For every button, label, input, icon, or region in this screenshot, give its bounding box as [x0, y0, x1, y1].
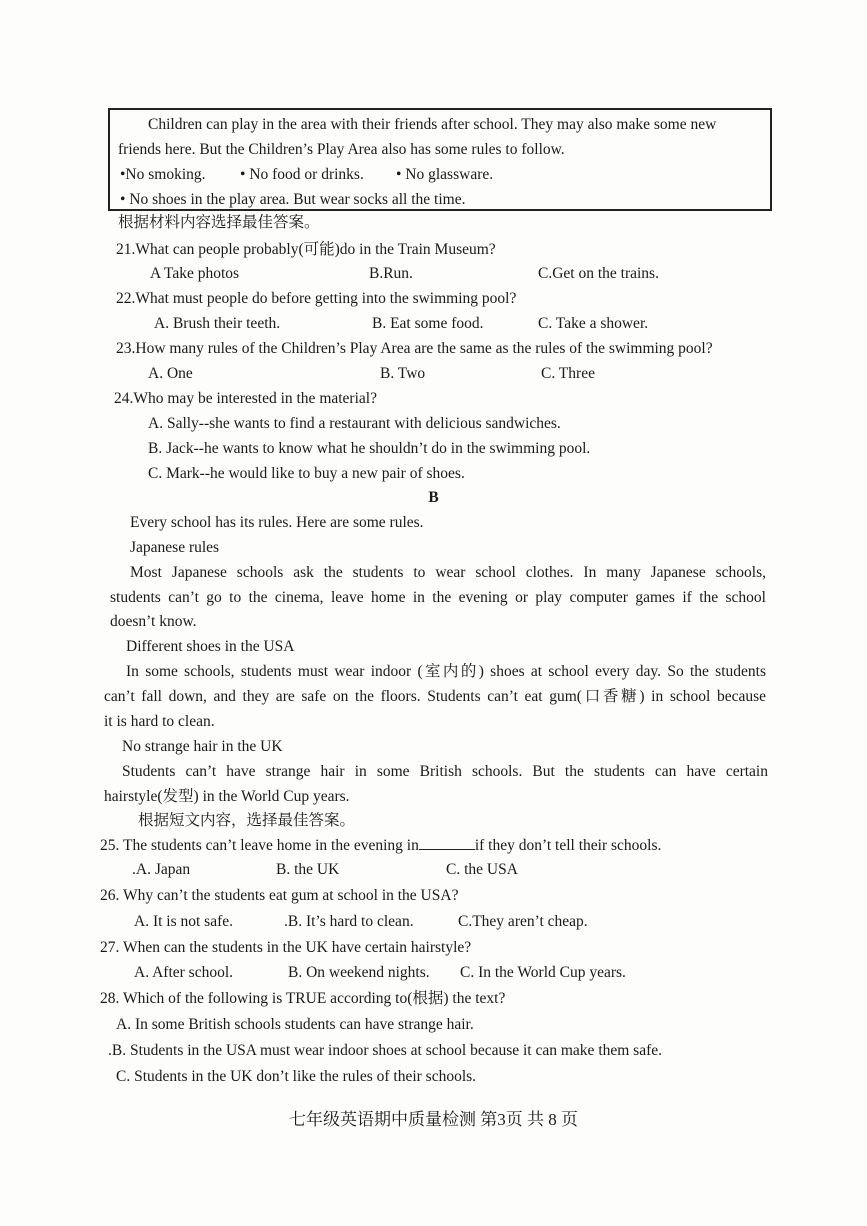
q24-option-c[interactable]: C. Mark--he would like to buy a new pair of shoes. [148, 465, 465, 482]
box-paragraph-line-2: friends here. But the Children’s Play Area also has some rules to follow. [118, 141, 565, 158]
rules-box [108, 108, 772, 211]
passage-intro: Every school has its rules. Here are some rules. [130, 514, 424, 531]
q27-stem: 27. When can the students in the UK have certain hairstyle? [100, 939, 472, 956]
box-rule-no-food: • No food or drinks. [240, 166, 364, 183]
q25-answer-blank[interactable] [419, 835, 475, 850]
box-rule-no-glassware: • No glassware. [396, 166, 494, 183]
page-footer: 七年级英语期中质量检测 第3页 共 8 页 [289, 1110, 578, 1129]
q22-option-c[interactable]: C. Take a shower. [538, 315, 649, 332]
q25-stem-part-2: if they don’t tell their schools. [474, 837, 662, 854]
q28-option-a[interactable]: A. In some British schools students can have strange hair. [116, 1016, 474, 1033]
passage-usa-line-2: can’t fall down, and they are safe on the floors. Students can’t eat gum(口香糖) in school because [104, 688, 766, 705]
q27-option-c[interactable]: C. In the World Cup years. [460, 964, 626, 981]
q28-option-b[interactable]: .B. Students in the USA must wear indoor shoes at school because it can make them safe. [108, 1042, 663, 1059]
q24-option-a[interactable]: A. Sally--she wants to find a restaurant with delicious sandwiches. [148, 415, 561, 432]
passage-uk-line-2: hairstyle(发型) in the World Cup years. [104, 788, 350, 805]
box-paragraph-line-1: Children can play in the area with their friends after school. They may also make some new [148, 116, 717, 133]
q26-option-a[interactable]: A. It is not safe. [134, 913, 234, 930]
passage-heading-uk: No strange hair in the UK [122, 738, 283, 755]
q24-option-b[interactable]: B. Jack--he wants to know what he shouldn’t do in the swimming pool. [148, 440, 591, 457]
q25-option-a[interactable]: .A. Japan [132, 861, 191, 878]
q25-stem-part-1: 25. The students can’t leave home in the evening in [100, 837, 419, 854]
q21-option-b[interactable]: B.Run. [369, 265, 413, 282]
passage-uk-line-1: Students can’t have strange hair in some British schools. But the students can have certain [122, 763, 768, 780]
passage-usa-line-3: it is hard to clean. [104, 713, 215, 730]
q22-stem: 22.What must people do before getting into the swimming pool? [116, 290, 517, 307]
q26-option-b[interactable]: .B. It’s hard to clean. [284, 913, 414, 930]
passage-usa-line-1: In some schools, students must wear indoor (室内的) shoes at school every day. So the students [126, 663, 766, 680]
q28-stem: 28. Which of the following is TRUE according to(根据) the text? [100, 990, 506, 1007]
q23-stem: 23.How many rules of the Children’s Play Area are the same as the rules of the swimming pool? [116, 340, 713, 357]
passage-japan-line-2: students can’t go to the cinema, leave home in the evening or play computer games if the school [110, 589, 766, 606]
q21-option-c[interactable]: C.Get on the trains. [538, 265, 659, 282]
q21-option-a[interactable]: A Take photos [150, 265, 240, 282]
q25-option-b[interactable]: B. the UK [276, 861, 340, 878]
box-rule-no-shoes: • No shoes in the play area. But wear socks all the time. [120, 191, 466, 208]
passage-heading-japan: Japanese rules [130, 539, 220, 556]
passage-heading-usa: Different shoes in the USA [126, 638, 295, 655]
q27-option-a[interactable]: A. After school. [134, 964, 234, 981]
q26-stem: 26. Why can’t the students eat gum at school in the USA? [100, 887, 459, 904]
q22-option-b[interactable]: B. Eat some food. [372, 315, 484, 332]
q27-option-b[interactable]: B. On weekend nights. [288, 964, 430, 981]
q22-option-a[interactable]: A. Brush their teeth. [154, 315, 281, 332]
q24-stem: 24.Who may be interested in the material? [114, 390, 377, 407]
q28-option-c[interactable]: C. Students in the UK don’t like the rules of their schools. [116, 1068, 477, 1085]
q25-option-c[interactable]: C. the USA [446, 861, 518, 878]
instruction-a: 根据材料内容选择最佳答案。 [118, 214, 320, 231]
q26-option-c[interactable]: C.They aren’t cheap. [458, 913, 588, 930]
section-b-heading: B [428, 489, 439, 506]
passage-japan-line-1: Most Japanese schools ask the students to wear school clothes. In many Japanese schools, [130, 564, 766, 581]
q23-option-c[interactable]: C. Three [541, 365, 595, 382]
box-rule-no-smoking: •No smoking. [120, 166, 206, 183]
instruction-b: 根据短文内容，选择最佳答案。 [138, 812, 356, 829]
passage-japan-line-3: doesn’t know. [110, 613, 197, 630]
q21-stem: 21.What can people probably(可能)do in the Train Museum? [116, 241, 496, 258]
q23-option-a[interactable]: A. One [148, 365, 193, 382]
q23-option-b[interactable]: B. Two [380, 365, 426, 382]
q25-stem [100, 835, 661, 856]
